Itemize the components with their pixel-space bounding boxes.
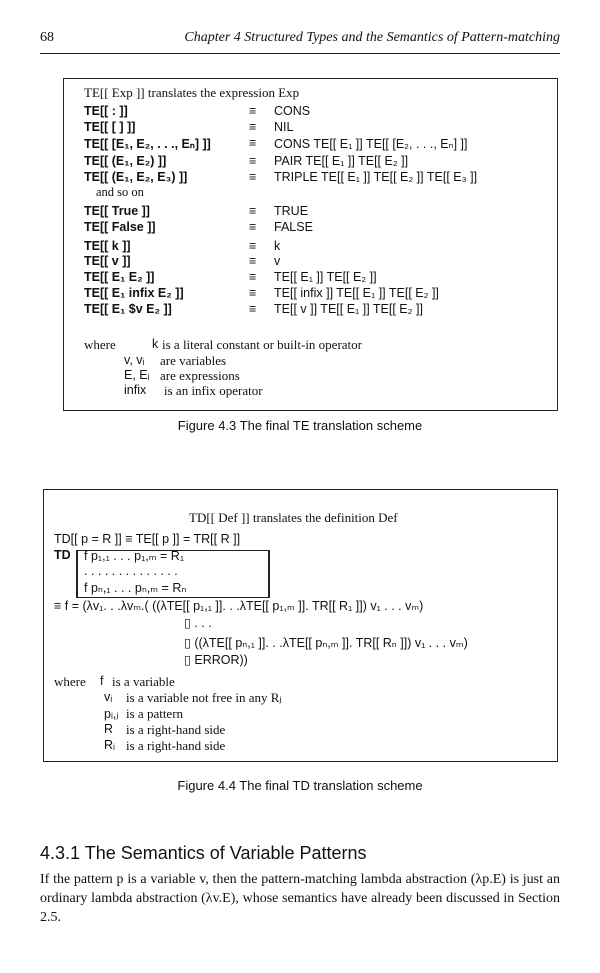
te-rule-lhs: TE[[ True ]] (84, 204, 150, 218)
te-rule-equiv: ≡ (249, 302, 257, 316)
te-rule-equiv: ≡ (249, 120, 257, 134)
te-rule-rhs: TRIPLE TE[[ E₁ ]] TE[[ E₂ ]] TE[[ E₃ ]] (274, 170, 478, 184)
td-where-desc: is a variable (112, 674, 175, 689)
running-head: Chapter 4 Structured Types and the Semantics of Pattern-matching (184, 30, 560, 45)
te-rule-lhs: TE[[ v ]] (84, 254, 131, 268)
figure-4-3-caption: Figure 4.3 The final TE translation scheme (177, 418, 423, 433)
td-where-desc: is a right-hand side (126, 722, 226, 737)
figure-4-3-box (63, 78, 558, 411)
figure-4-4-box (43, 489, 558, 762)
te-rule-rhs: PAIR TE[[ E₁ ]] TE[[ E₂ ]] (274, 154, 409, 168)
te-rule-rhs: TE[[ E₁ ]] TE[[ E₂ ]] (274, 270, 377, 284)
te-rule-equiv: ≡ (249, 286, 257, 300)
te-rule-lhs: TE[[ [E₁, E₂, . . ., Eₙ] ]] (84, 137, 211, 151)
te-rule-rhs: TE[[ infix ]] TE[[ E₁ ]] TE[[ E₂ ]] (274, 286, 439, 300)
where-label: where (84, 337, 116, 352)
te-where-desc: is an infix operator (164, 383, 263, 398)
te-rule-equiv: ≡ (249, 204, 257, 218)
te-rule-lhs: and so on (96, 185, 144, 199)
td-where-desc: is a pattern (126, 706, 184, 721)
header-rule (40, 53, 560, 54)
td-row-first: f p₁,₁ . . . p₁,ₘ = R₁ (84, 549, 185, 563)
te-rule-rhs: CONS (274, 104, 311, 118)
te-rule-rhs: FALSE (274, 220, 313, 234)
where-label-2: where (54, 674, 86, 689)
te-rule-equiv: ≡ (249, 270, 257, 284)
te-rule-equiv: ≡ (249, 154, 257, 168)
te-rule-rhs: NIL (274, 120, 294, 134)
td-label: TD (54, 548, 71, 562)
td-where-term: R (104, 722, 114, 736)
te-rule-lhs: TE[[ E₁ $v E₂ ]] (84, 302, 172, 316)
te-rule-lhs: TE[[ [ ] ]] (84, 120, 136, 134)
figure-4-3-title: TE[[ Exp ]] translates the expression Exp (84, 85, 300, 100)
td-where-term: pᵢ,ⱼ (104, 707, 119, 721)
td-row-dots: . . . . . . . . . . . . . . (84, 564, 178, 578)
te-where-desc: is a literal constant or built-in operator (162, 337, 362, 352)
te-rule-lhs: TE[[ False ]] (84, 220, 156, 234)
page-number: 68 (40, 30, 54, 45)
td-expansion-3: ▯ ((λTE[[ pₙ,₁ ]]. . .λTE[[ pₙ,ₘ ]]. TR[[ Rₙ ]]) v₁ . . . vₘ) (184, 636, 468, 650)
te-rule-lhs: TE[[ (E₁, E₂) ]] (84, 154, 167, 168)
section-body: If the pattern p is a variable v, then the pattern-matching lambda abstraction (λp.E) is just an ordinary lambda abstraction (λv.E), whose semantics have already been discussed in Section 2.5. (40, 872, 560, 925)
figure-4-4-title: TD[[ Def ]] translates the definition Def (189, 510, 398, 525)
te-rule-equiv: ≡ (249, 170, 257, 184)
te-where-term: infix (124, 383, 147, 397)
te-where-term: k (152, 337, 159, 351)
te-rule-lhs: TE[[ k ]] (84, 239, 131, 253)
td-where-desc: is a variable not free in any Rⱼ (126, 690, 282, 705)
td-expansion-2: ▯ . . . (184, 616, 212, 630)
te-rule-equiv: ≡ (249, 239, 257, 253)
td-where-term: vᵢ (104, 690, 113, 704)
td-where-desc: is a right-hand side (126, 738, 226, 753)
te-rule-lhs: TE[[ E₁ infix E₂ ]] (84, 286, 184, 300)
td-expansion-4: ▯ ERROR)) (184, 653, 248, 667)
figure-4-4-caption: Figure 4.4 The final TD translation scheme (177, 778, 423, 793)
te-where-term: E, Eᵢ (124, 368, 150, 382)
te-rule-equiv: ≡ (249, 136, 257, 150)
te-rule-lhs: TE[[ : ]] (84, 104, 128, 118)
te-rule-equiv: ≡ (249, 104, 257, 118)
te-rule-rhs: v (274, 254, 281, 268)
te-rule-rhs: TE[[ v ]] TE[[ E₁ ]] TE[[ E₂ ]] (274, 302, 423, 316)
te-rule-rhs: TRUE (274, 204, 309, 218)
te-rule-equiv: ≡ (249, 220, 257, 234)
te-rule-rhs: k (274, 239, 281, 253)
td-rule-simple: TD[[ p = R ]] ≡ TE[[ p ]] = TR[[ R ]] (54, 532, 241, 546)
te-rule-equiv: ≡ (249, 254, 257, 268)
td-where-term: Rᵢ (104, 738, 115, 752)
te-rule-rhs: CONS TE[[ E₁ ]] TE[[ [E₂, . . ., Eₙ] ]] (274, 137, 468, 151)
page-header (40, 30, 560, 50)
te-where-term: v, vᵢ (124, 353, 145, 367)
te-where-desc: are expressions (160, 368, 240, 383)
td-row-last: f pₙ,₁ . . . pₙ,ₘ = Rₙ (84, 581, 187, 595)
te-rule-lhs: TE[[ E₁ E₂ ]] (84, 270, 155, 284)
td-expansion-1: ≡ f = (λv₁. . .λvₘ.( ((λTE[[ p₁,₁ ]]. . .λTE[[ p₁,ₘ ]]. TR[[ R₁ ]]) v₁ . . . vₘ) (54, 599, 424, 613)
te-where-desc: are variables (160, 353, 227, 368)
te-rule-lhs: TE[[ (E₁, E₂, E₃) ]] (84, 170, 188, 184)
td-where-term: f (100, 674, 104, 688)
section-heading: 4.3.1 The Semantics of Variable Patterns (40, 843, 367, 863)
